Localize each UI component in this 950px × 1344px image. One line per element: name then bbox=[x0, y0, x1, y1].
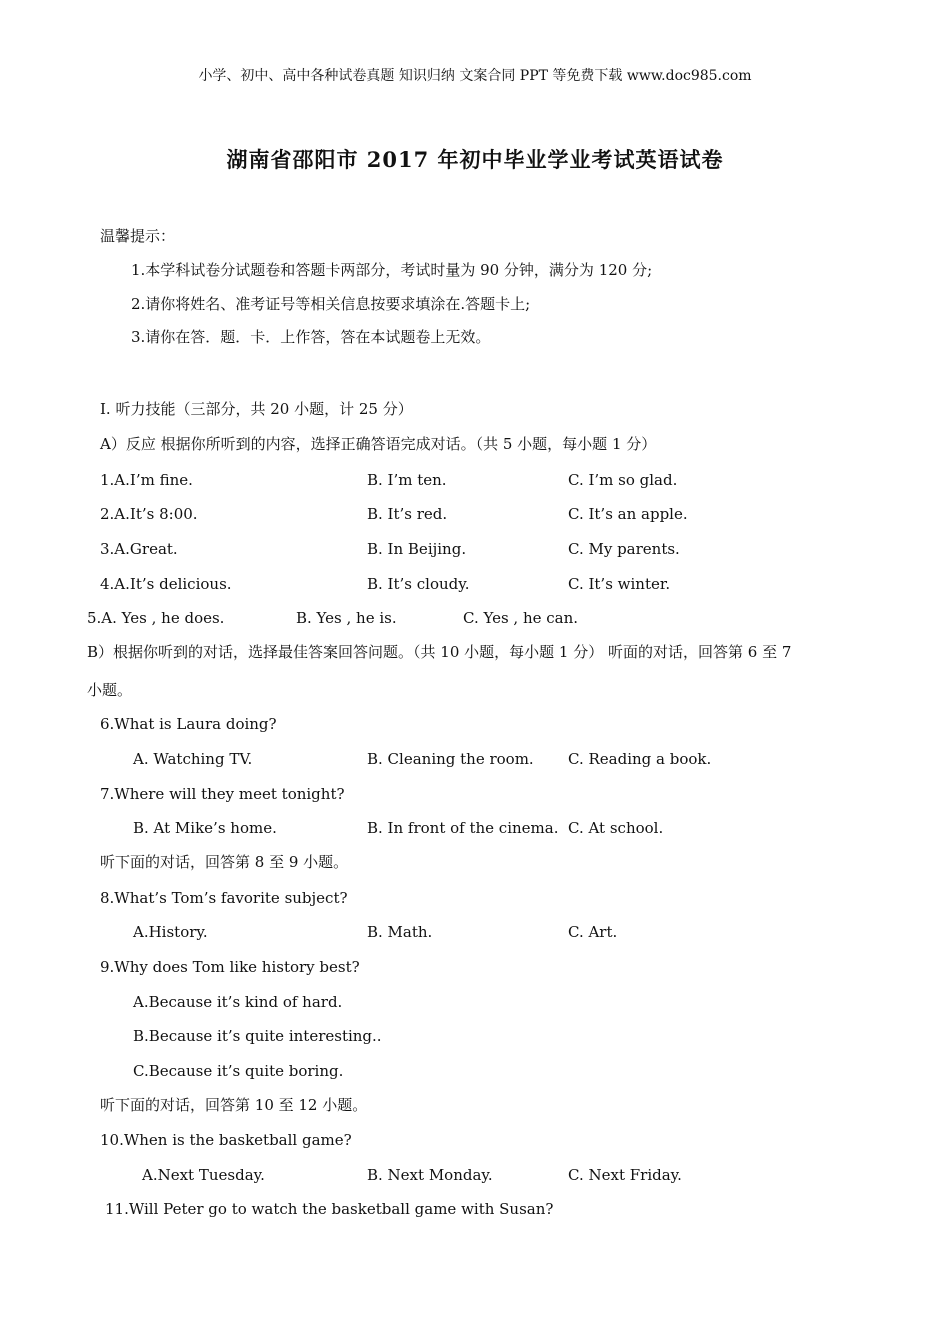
notice-item: 2.请你将姓名、准考证号等相关信息按要求填涂在.答题卡上; bbox=[131, 295, 531, 313]
q9-option-b: B.Because it’s quite interesting.. bbox=[133, 1027, 382, 1045]
q4-option-a: 4.A.It’s delicious. bbox=[100, 575, 232, 593]
notice-heading: 温馨提示： bbox=[100, 227, 176, 245]
q9-option-c: C.Because it’s quite boring. bbox=[133, 1062, 344, 1080]
notice-item: 1.本学科试卷分试题卷和答题卡两部分，考试时量为 90 分钟，满分为 120 分; bbox=[131, 261, 653, 279]
q9-stem: 9.Why does Tom like history best? bbox=[100, 958, 360, 976]
q8-stem: 8.What’s Tom’s favorite subject? bbox=[100, 889, 348, 907]
q10-stem: 10.When is the basketball game? bbox=[100, 1131, 352, 1149]
part-b-instruction-cont: 小题。 bbox=[87, 681, 133, 699]
q3-option-b: B. In Beijing. bbox=[367, 540, 467, 558]
site-header: 小学、初中、高中各种试卷真题 知识归纳 文案合同 PPT 等免费下载 www.doc985.com bbox=[198, 68, 752, 84]
q1-option-a: 1.A.I’m fine. bbox=[100, 471, 193, 489]
part-b-instruction: B）根据你听到的对话，选择最佳答案回答问题。（共 10 小题，每小题 1 分） 听面的对话，回答第 6 至 7 bbox=[87, 643, 792, 661]
q8-option-c: C. Art. bbox=[568, 923, 618, 941]
q8-option-a: A.History. bbox=[133, 923, 208, 941]
q8-option-b: B. Math. bbox=[367, 923, 433, 941]
q2-option-c: C. It’s an apple. bbox=[568, 505, 688, 523]
q5-option-b: B. Yes , he is. bbox=[296, 609, 397, 627]
notice-item: 3.请你在答．题．卡．上作答，答在本试题卷上无效。 bbox=[131, 328, 491, 346]
q1-option-c: C. I’m so glad. bbox=[568, 471, 678, 489]
q4-option-c: C. It’s winter. bbox=[568, 575, 671, 593]
q6-stem: 6.What is Laura doing? bbox=[100, 715, 277, 733]
q6-option-a: A. Watching TV. bbox=[133, 750, 253, 768]
q6-option-c: C. Reading a book. bbox=[568, 750, 712, 768]
q1-option-b: B. I’m ten. bbox=[367, 471, 447, 489]
q6-option-b: B. Cleaning the room. bbox=[367, 750, 534, 768]
q4-option-b: B. It’s cloudy. bbox=[367, 575, 470, 593]
q10-option-a: A.Next Tuesday. bbox=[142, 1166, 265, 1184]
q3-option-a: 3.A.Great. bbox=[100, 540, 178, 558]
section-heading: Ⅰ. 听力技能（三部分，共 20 小题，计 25 分） bbox=[100, 400, 413, 418]
page-title: 湖南省邵阳市 2017 年初中毕业学业考试英语试卷 bbox=[226, 147, 724, 172]
q7-stem: 7.Where will they meet tonight? bbox=[100, 785, 345, 803]
part-a-instruction: A）反应 根据你所听到的内容，选择正确答语完成对话。（共 5 小题，每小题 1 分） bbox=[100, 435, 657, 453]
q10-option-c: C. Next Friday. bbox=[568, 1166, 682, 1184]
q2-option-b: B. It’s red. bbox=[367, 505, 448, 523]
q10-option-b: B. Next Monday. bbox=[367, 1166, 493, 1184]
q7-option-b: B. In front of the cinema. bbox=[367, 819, 559, 837]
listen-instruction: 听下面的对话，回答第 8 至 9 小题。 bbox=[100, 853, 349, 871]
q5-option-a: 5.A. Yes , he does. bbox=[87, 609, 225, 627]
q7-option-a: B. At Mike’s home. bbox=[133, 819, 277, 837]
q7-option-c: C. At school. bbox=[568, 819, 664, 837]
q2-option-a: 2.A.It’s 8:00. bbox=[100, 505, 198, 523]
q11-stem: 11.Will Peter go to watch the basketball game with Susan? bbox=[105, 1200, 554, 1218]
q3-option-c: C. My parents. bbox=[568, 540, 680, 558]
q9-option-a: A.Because it’s kind of hard. bbox=[133, 993, 343, 1011]
q5-option-c: C. Yes , he can. bbox=[463, 609, 579, 627]
listen-instruction: 听下面的对话，回答第 10 至 12 小题。 bbox=[100, 1096, 368, 1114]
